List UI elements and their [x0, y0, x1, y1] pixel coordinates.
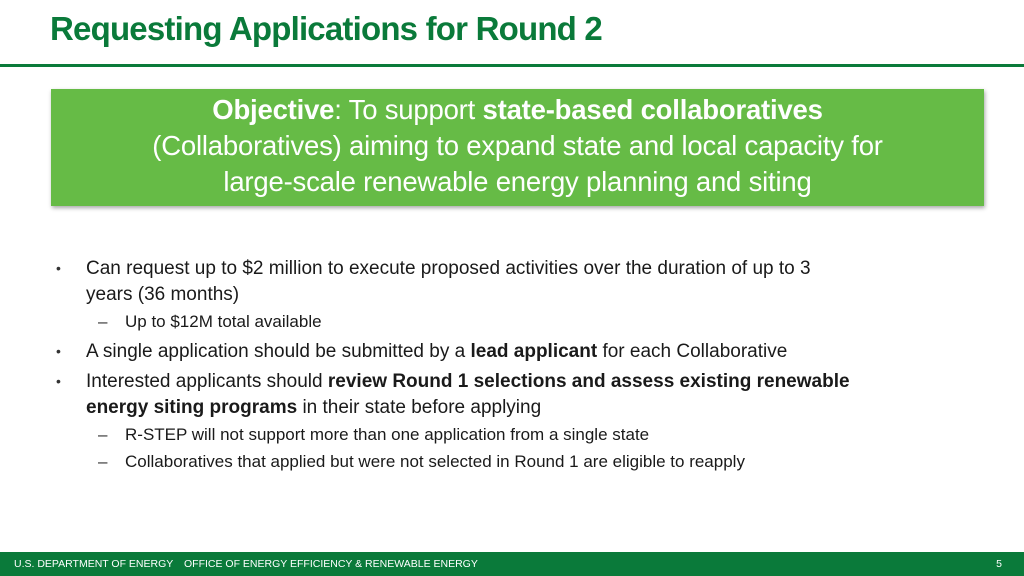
- bullet-icon: •: [56, 373, 61, 389]
- objective-line-1: [51, 92, 984, 128]
- bullet-3-sub-2: Collaboratives that applied but were not selected in Round 1 are eligible to reapply: [125, 452, 745, 471]
- bullet-icon: •: [56, 343, 61, 359]
- objective-box: [51, 89, 984, 206]
- dash-icon: –: [98, 425, 108, 444]
- objective-line-3: large-scale renewable energy planning and siting: [223, 166, 812, 197]
- bullet-3-bold-2: energy siting programs: [86, 396, 298, 418]
- list-item: [56, 369, 966, 420]
- footer-doe: U.S. DEPARTMENT OF ENERGY: [14, 558, 174, 570]
- dash-icon: –: [98, 452, 108, 471]
- footer-office: OFFICE OF ENERGY EFFICIENCY & RENEWABLE ENERGY: [184, 558, 478, 570]
- list-item: [56, 256, 966, 307]
- objective-label: Objective: [212, 94, 335, 125]
- bullet-2-text: A single application should be submitted by a: [86, 341, 471, 362]
- bullet-1-sub-1: Up to $12M total available: [125, 312, 322, 331]
- list-item: [98, 424, 985, 446]
- bullet-2-post: for each Collaborative: [597, 341, 788, 362]
- dash-icon: –: [98, 312, 108, 331]
- objective-emphasis: state-based collaboratives: [482, 94, 823, 125]
- list-item: [98, 311, 985, 333]
- footer-bar: [0, 552, 1024, 576]
- bullet-icon: •: [56, 260, 61, 276]
- list-item: [56, 339, 966, 365]
- bullet-2-bold: lead applicant: [470, 341, 598, 362]
- list-item: [98, 451, 985, 473]
- bullet-1-line-1: Can request up to $2 million to execute proposed activities over the duration of up to 3: [86, 258, 811, 279]
- title-divider: [0, 64, 1024, 67]
- slide-title: Requesting Applications for Round 2: [50, 10, 602, 47]
- bullet-3-post: in their state before applying: [297, 396, 542, 418]
- bullet-3-bold-1: review Round 1 selections and assess existing renewable: [327, 371, 850, 392]
- bullet-3-sub-1: R-STEP will not support more than one application from a single state: [125, 425, 650, 444]
- objective-separator: : To support: [334, 94, 483, 125]
- bullet-3-line-2: [86, 395, 966, 421]
- objective-line-2: (Collaboratives) aiming to expand state and local capacity for: [152, 130, 883, 161]
- page-number: 5: [996, 558, 1002, 570]
- bullet-3-line-1: [86, 369, 966, 395]
- bullet-3-text: Interested applicants should: [86, 371, 328, 392]
- bullet-1-line-2: years (36 months): [86, 283, 240, 305]
